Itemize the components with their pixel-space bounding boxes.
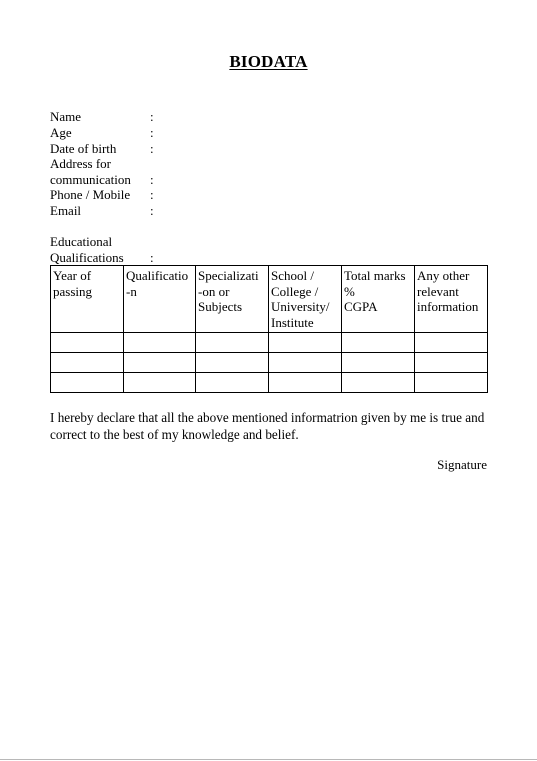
- table-row: [51, 353, 488, 373]
- table-cell: [415, 373, 488, 393]
- table-cell: [51, 353, 124, 373]
- page-bottom-divider: [0, 759, 537, 760]
- table-cell: [415, 353, 488, 373]
- table-cell: [269, 353, 342, 373]
- table-row: [51, 333, 488, 353]
- field-education-label: Educational Qualifications: [50, 234, 124, 265]
- page-title: BIODATA: [229, 52, 308, 71]
- field-age-colon: :: [150, 125, 154, 140]
- header-year-of-passing: Year of passing: [51, 266, 124, 333]
- table-cell: [51, 373, 124, 393]
- header-qualification: Qualificatio -n: [124, 266, 196, 333]
- table-cell: [196, 333, 269, 353]
- table-cell: [196, 353, 269, 373]
- field-email-colon: :: [150, 203, 154, 218]
- header-other-info: Any other relevant information: [415, 266, 488, 333]
- table-cell: [269, 373, 342, 393]
- header-total-marks: Total marks % CGPA: [342, 266, 415, 333]
- table-cell: [124, 373, 196, 393]
- signature-label: Signature: [437, 457, 487, 472]
- declaration-text: I hereby declare that all the above mentioned informatrion given by me is true and correct to the best of my knowledge and belief.: [50, 410, 485, 442]
- table-header-row: [51, 266, 488, 333]
- table-cell: [342, 333, 415, 353]
- field-phone-colon: :: [150, 187, 154, 202]
- field-name-label: Name: [50, 109, 82, 124]
- field-name-colon: :: [150, 109, 154, 124]
- field-phone-label: Phone / Mobile: [50, 187, 131, 202]
- table-cell: [342, 373, 415, 393]
- header-specialization: Specializati -on or Subjects: [196, 266, 269, 333]
- field-dob-label: Date of birth: [50, 141, 117, 156]
- education-table: [50, 265, 488, 393]
- table-cell: [124, 333, 196, 353]
- field-address-label: Address for communication: [50, 156, 131, 187]
- table-cell: [196, 373, 269, 393]
- table-cell: [51, 333, 124, 353]
- field-education-colon: :: [150, 250, 154, 265]
- field-dob-colon: :: [150, 141, 154, 156]
- table-cell: [415, 333, 488, 353]
- table-cell: [269, 333, 342, 353]
- field-age-label: Age: [50, 125, 72, 140]
- field-address-colon: :: [150, 172, 154, 187]
- table-cell: [342, 353, 415, 373]
- header-institute: School / College / University/ Institute: [269, 266, 342, 333]
- table-row: [51, 373, 488, 393]
- field-email-label: Email: [50, 203, 82, 218]
- table-cell: [124, 353, 196, 373]
